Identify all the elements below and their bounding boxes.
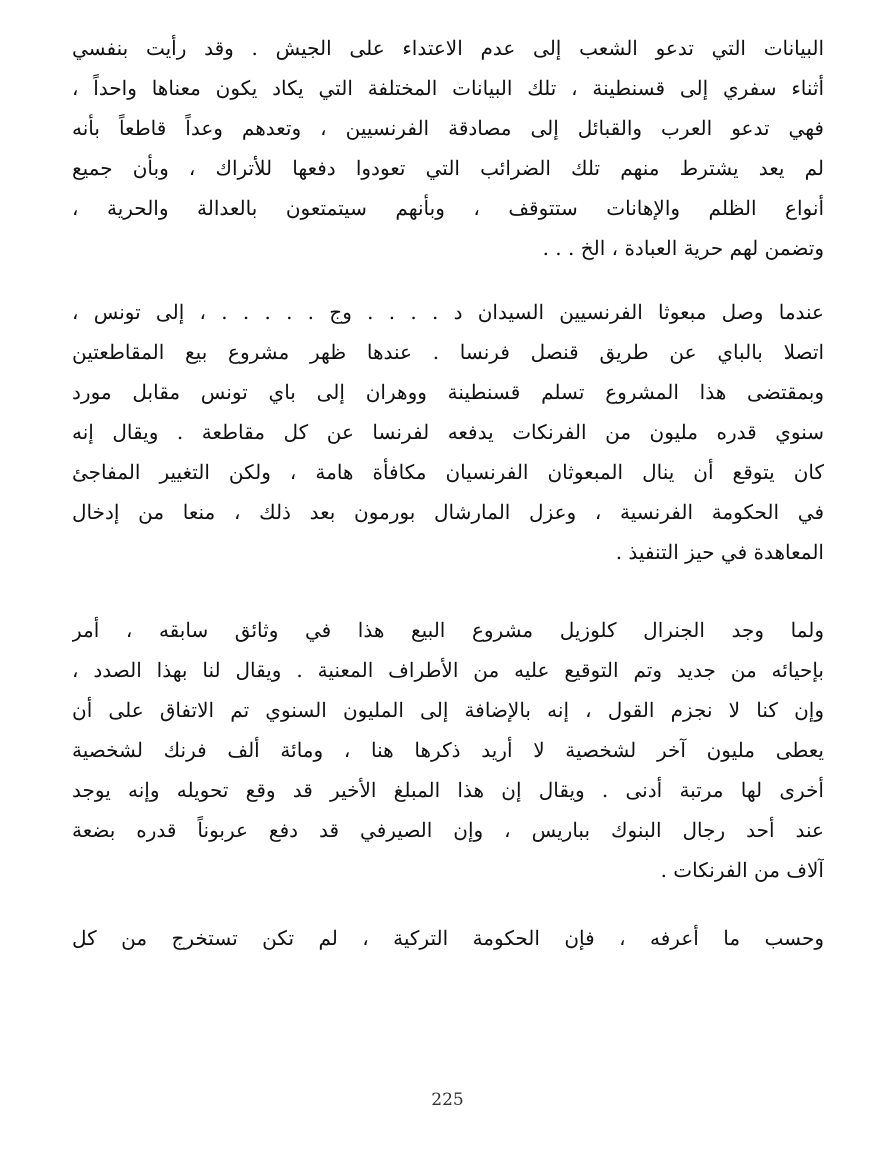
text-line: عند أحد رجال البنوك بباريس ، وإن الصيرفي قد دفع عربوناً قدره بضعة <box>72 818 824 842</box>
paragraph-1 <box>72 28 824 268</box>
text-line: اتصلا بالباي عن طريق قنصل فرنسا . عندها ظهر مشروع بيع المقاطعتين <box>72 340 824 364</box>
text-line: لم يعد يشترط منهم تلك الضرائب التي تعودوا دفعها للأتراك ، وبأن جميع <box>72 156 824 180</box>
text-line: يعطى مليون آخر لشخصية لا أريد ذكرها هنا ، ومائة ألف فرنك لشخصية <box>72 738 824 762</box>
text-line: بإحيائه من جديد وتم التوقيع عليه من الأطراف المعنية . ويقال لنا بهذا الصدد ، <box>72 658 824 682</box>
text-line: في الحكومة الفرنسية ، وعزل المارشال بورمون بعد ذلك ، منعا من إدخال <box>72 500 824 524</box>
text-line: كان يتوقع أن ينال المبعوثان الفرنسيان مكافأة هامة ، ولكن التغيير المفاجئ <box>72 460 824 484</box>
text-line: أنواع الظلم والإهانات ستتوقف ، وبأنهم سيتمتعون بالعدالة والحرية ، <box>72 196 824 220</box>
text-line: عندما وصل مبعوثا الفرنسيين السيدان د . . . . وج . . . . . ، إلى تونس ، <box>72 300 824 324</box>
paragraph-4 <box>72 918 824 958</box>
paragraph-3 <box>72 610 824 890</box>
text-line: البيانات التي تدعو الشعب إلى عدم الاعتداء على الجيش . وقد رأيت بنفسي <box>72 36 824 60</box>
page-number: 225 <box>431 1090 464 1110</box>
text-line: آلاف من الفرنكات . <box>660 858 824 882</box>
text-line: فهي تدعو العرب والقبائل إلى مصادقة الفرنسيين ، وتعدهم وعداً قاطعاً بأنه <box>72 116 824 140</box>
text-line: ولما وجد الجنرال كلوزيل مشروع البيع هذا في وثائق سابقه ، أمر <box>72 618 824 642</box>
paragraph-2 <box>72 292 824 572</box>
text-line: سنوي قدره مليون من الفرنكات يدفعه لفرنسا عن كل مقاطعة . ويقال إنه <box>72 420 824 444</box>
text-line: أخرى لها مرتبة أدنى . ويقال إن هذا المبلغ الأخير قد وقع تحويله وإنه يوجد <box>72 778 824 802</box>
text-line: المعاهدة في حيز التنفيذ . <box>615 540 824 564</box>
text-line: وتضمن لهم حرية العبادة ، الخ . . . <box>542 236 824 260</box>
text-line: وحسب ما أعرفه ، فإن الحكومة التركية ، لم تكن تستخرج من كل <box>72 926 824 950</box>
text-line: وبمقتضى هذا المشروع تسلم قسنطينة ووهران إلى باي تونس مقابل مورد <box>72 380 824 404</box>
text-line: وإن كنا لا نجزم القول ، إنه بالإضافة إلى المليون السنوي تم الاتفاق على أن <box>72 698 824 722</box>
text-line: أثناء سفري إلى قسنطينة ، تلك البيانات المختلفة التي يكاد يكون معناها واحداً ، <box>72 76 824 100</box>
